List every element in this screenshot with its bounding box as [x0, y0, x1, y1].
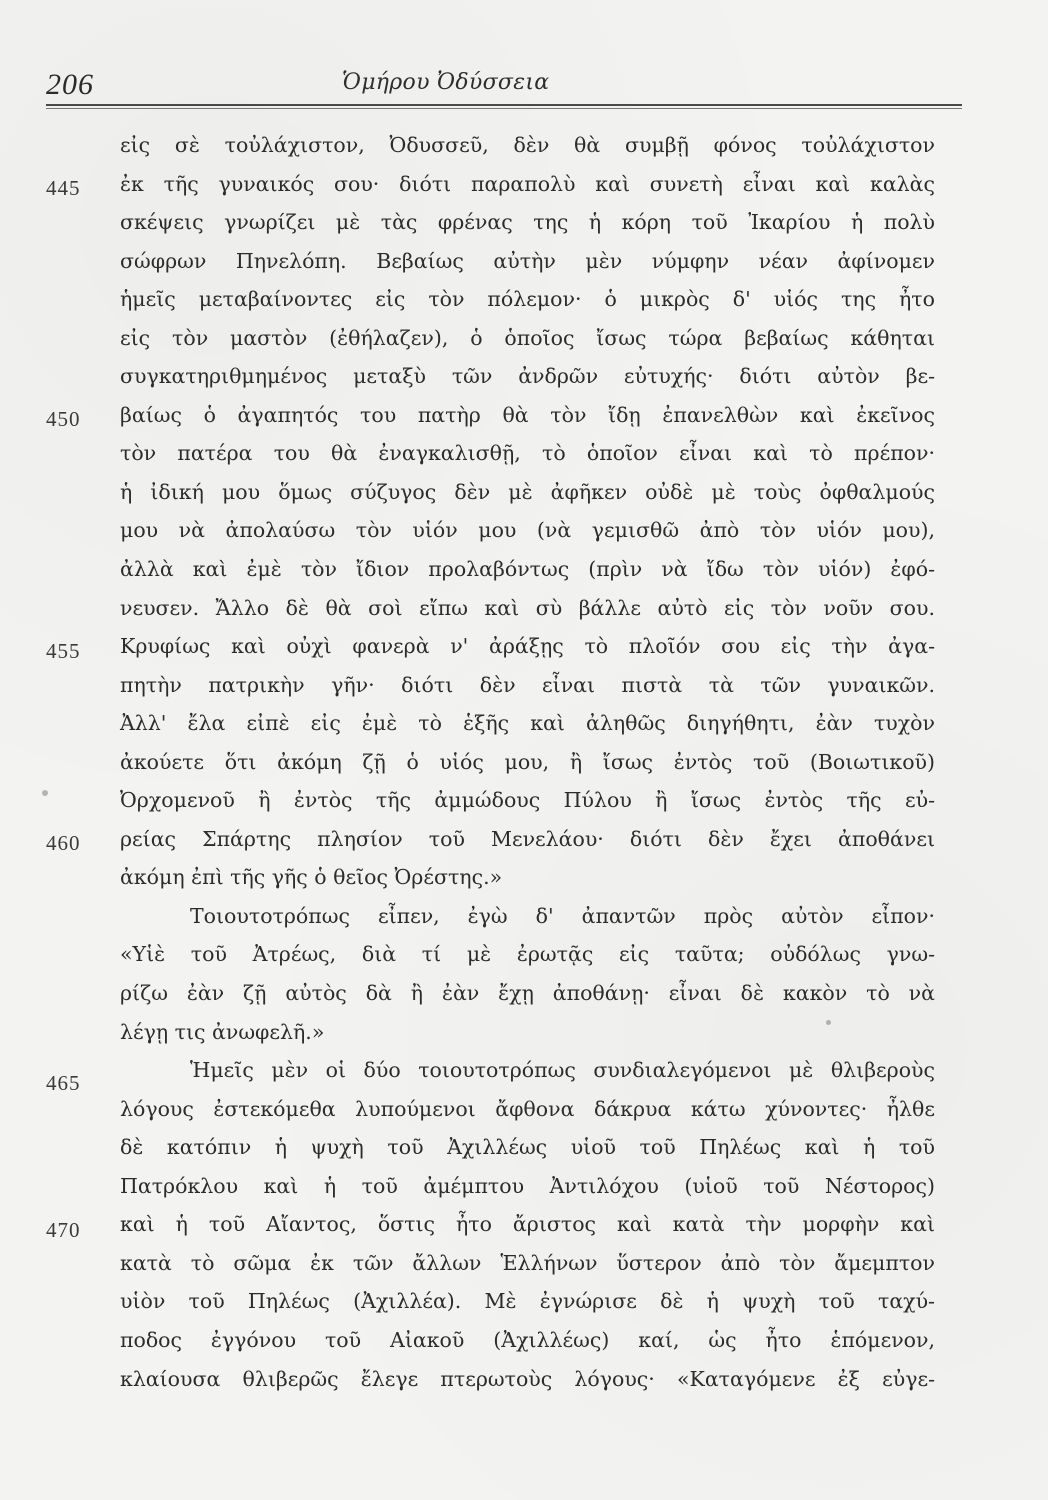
text-line: ρείας Σπάρτης πλησίον τοῦ Μενελάου· διότι δὲν ἔχει ἀποθάνει — [120, 826, 935, 851]
text-line: ἀκούετε ὅτι ἀκόμη ζῇ ὁ υἱός μου, ἢ ἴσως ἐντὸς τοῦ (Βοιωτικοῦ) — [120, 749, 935, 774]
print-speck — [42, 790, 48, 796]
text-line: Κρυφίως καὶ οὐχὶ φανερὰ ν' ἀράξῃς τὸ πλοῖόν σου εἰς τὴν ἀγα- — [120, 634, 935, 659]
text-line: ποδος ἐγγόνου τοῦ Αἰακοῦ (Ἀχιλλέως) καί, ὡς ἦτο ἑπόμενον, — [120, 1327, 935, 1352]
text-line: ρίζω ἐὰν ζῇ αὐτὸς δὰ ἢ ἐὰν ἔχῃ ἀποθάνῃ· εἶναι δὲ κακὸν τὸ νὰ — [120, 981, 935, 1006]
text-line: Ὀρχομενοῦ ἢ ἐντὸς τῆς ἀμμώδους Πύλου ἢ ἴσως ἐντὸς τῆς εὐ- — [120, 788, 935, 813]
text-line: ἀκόμη ἐπὶ τῆς γῆς ὁ θεῖος Ὀρέστης.» — [120, 865, 503, 890]
text-line: δὲ κατόπιν ἡ ψυχὴ τοῦ Ἀχιλλέως υἱοῦ τοῦ Πηλέως καὶ ἡ τοῦ — [120, 1135, 935, 1160]
text-line: Ἡμεῖς μὲν οἱ δύο τοιουτοτρόπως συνδιαλεγόμενοι μὲ θλιβεροὺς — [190, 1058, 935, 1083]
text-line: τὸν πατέρα του θὰ ἐναγκαλισθῇ, τὸ ὁποῖον εἶναι καὶ τὸ πρέπον· — [120, 441, 935, 466]
page-number: 206 — [46, 68, 94, 101]
line-number-460: 460 — [46, 831, 81, 855]
text-line: «Υἱὲ τοῦ Ἀτρέως, διὰ τί μὲ ἐρωτᾷς εἰς ταῦτα; οὐδόλως γνω- — [120, 942, 935, 967]
header-rule-thin — [46, 108, 962, 109]
text-line: εἰς τὸν μαστὸν (ἐθήλαζεν), ὁ ὁποῖος ἴσως τώρα βεβαίως κάθηται — [120, 325, 935, 350]
text-line: λέγῃ τις ἀνωφελῆ.» — [120, 1019, 325, 1044]
line-number-445: 445 — [46, 176, 81, 200]
body-text — [120, 126, 935, 1398]
line-number-470: 470 — [46, 1218, 81, 1242]
print-speck — [826, 1020, 831, 1025]
line-number-465: 465 — [46, 1071, 81, 1095]
header-rule — [46, 104, 962, 106]
page-header — [46, 60, 962, 110]
text-line: ἐκ τῆς γυναικός σου· διότι παραπολὺ καὶ συνετὴ εἶναι καὶ καλὰς — [120, 171, 935, 196]
text-line: εἰς σὲ τοὐλάχιστον, Ὀδυσσεῦ, δὲν θὰ συμβῇ φόνος τοὐλάχιστον — [120, 133, 935, 157]
text-line: κλαίουσα θλιβερῶς ἔλεγε πτερωτοὺς λόγους· «Καταγόμενε ἐξ εὐγε- — [120, 1366, 935, 1391]
text-line: σώφρων Πηνελόπη. Βεβαίως αὐτὴν μὲν νύμφην νέαν ἀφίνομεν — [120, 248, 935, 273]
text-line: σκέψεις γνωρίζει μὲ τὰς φρένας της ἡ κόρη τοῦ Ἰκαρίου ἡ πολὺ — [120, 210, 935, 235]
text-line: νευσεν. Ἄλλο δὲ θὰ σοὶ εἴπω καὶ σὺ βάλλε αὐτὸ εἰς τὸν νοῦν σου. — [120, 595, 935, 620]
running-title: Ὁμήρου Ὀδύσσεια — [342, 70, 550, 95]
line-number-450: 450 — [46, 407, 81, 431]
text-line: Πατρόκλου καὶ ἡ τοῦ ἀμέμπτου Ἀντιλόχου (υἱοῦ τοῦ Νέστορος) — [120, 1173, 935, 1198]
text-line: ἀλλὰ καὶ ἐμὲ τὸν ἴδιον προλαβόντως (πρὶν νὰ ἴδω τὸν υἱόν) ἐφό- — [120, 557, 935, 582]
text-line: κατὰ τὸ σῶμα ἐκ τῶν ἄλλων Ἑλλήνων ὕστερον ἀπὸ τὸν ἄμεμπτον — [120, 1250, 935, 1275]
text-line: ἡμεῖς μεταβαίνοντες εἰς τὸν πόλεμον· ὁ μικρὸς δ' υἱός της ἦτο — [120, 287, 935, 312]
text-line: μου νὰ ἀπολαύσω τὸν υἱόν μου (νὰ γεμισθῶ ἀπὸ τὸν υἱόν μου), — [120, 518, 935, 543]
text-line: πητὴν πατρικὴν γῆν· διότι δὲν εἶναι πιστὰ τὰ τῶν γυναικῶν. — [120, 672, 935, 697]
text-line: συγκατηριθμημένος μεταξὺ τῶν ἀνδρῶν εὐτυχής· διότι αὐτὸν βε- — [120, 364, 935, 389]
text-line: καὶ ἡ τοῦ Αἴαντος, ὅστις ἦτο ἄριστος καὶ κατὰ τὴν μορφὴν καὶ — [120, 1212, 935, 1237]
text-line: Τοιουτοτρόπως εἶπεν, ἐγὼ δ' ἀπαντῶν πρὸς αὐτὸν εἶπον· — [190, 903, 935, 928]
text-line: βαίως ὁ ἀγαπητός του πατὴρ θὰ τὸν ἴδῃ ἐπανελθὼν καὶ ἐκεῖνος — [120, 402, 935, 427]
text-line: λόγους ἐστεκόμεθα λυπούμενοι ἄφθονα δάκρυα κάτω χύνοντες· ἦλθε — [120, 1096, 935, 1121]
text-line: υἱὸν τοῦ Πηλέως (Ἀχιλλέα). Μὲ ἐγνώρισε δὲ ἡ ψυχὴ τοῦ ταχύ- — [120, 1289, 935, 1314]
line-number-455: 455 — [46, 639, 81, 663]
text-line: Ἀλλ' ἔλα εἰπὲ εἰς ἐμὲ τὸ ἑξῆς καὶ ἀληθῶς διηγήθητι, ἐὰν τυχὸν — [120, 711, 935, 736]
text-line: ἡ ἰδική μου ὅμως σύζυγος δὲν μὲ ἀφῆκεν οὐδὲ μὲ τοὺς ὀφθαλμούς — [120, 479, 935, 504]
